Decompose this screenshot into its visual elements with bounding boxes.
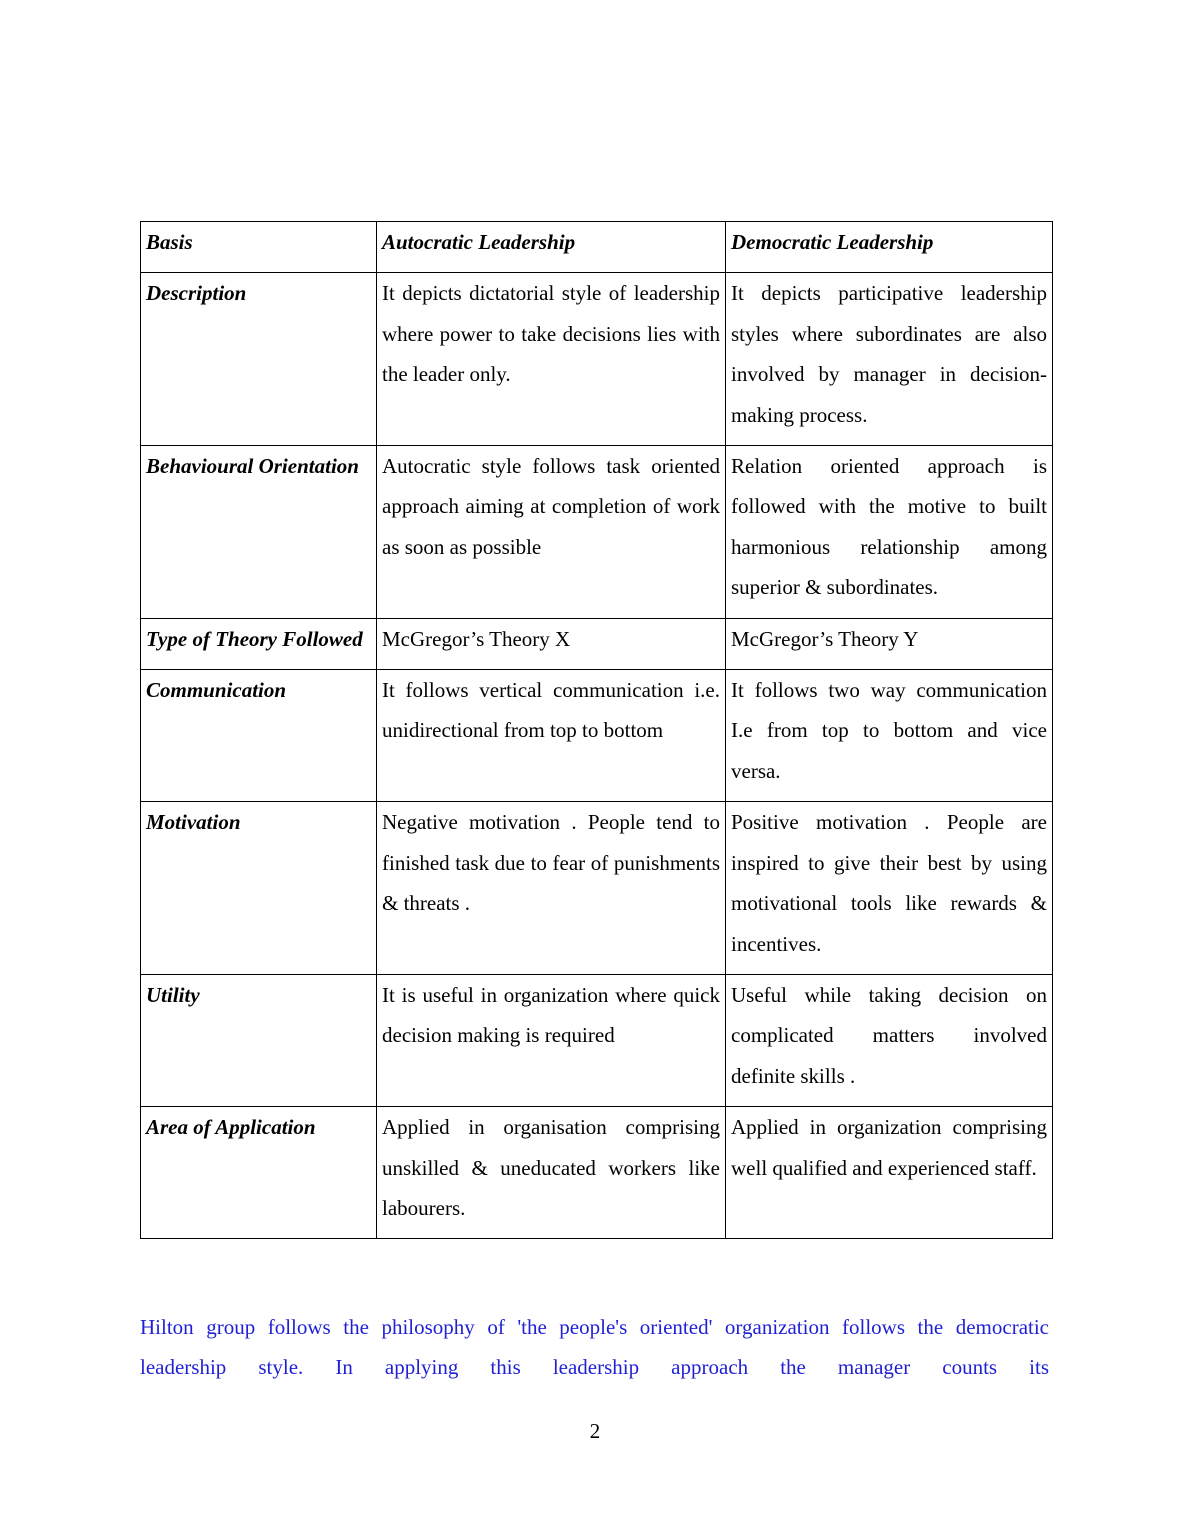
row-democratic-cell: Useful while taking decision on complicated matters involved definite skills . xyxy=(726,974,1053,1106)
row-democratic-cell: It depicts participative leadership styles where subordinates are also involved by manager in decision-making process. xyxy=(726,273,1053,446)
row-autocratic-cell: Autocratic style follows task oriented approach aiming at completion of work as soon as possible xyxy=(377,446,726,619)
table-row xyxy=(141,273,1053,446)
header-democratic: Democratic Leadership xyxy=(726,222,1053,273)
table-row xyxy=(141,802,1053,975)
table-row xyxy=(141,974,1053,1106)
row-basis-label: Type of Theory Followed xyxy=(141,618,377,669)
row-autocratic-cell: Negative motivation . People tend to finished task due to fear of punishments & threats . xyxy=(377,802,726,975)
row-autocratic-cell: It is useful in organization where quick decision making is required xyxy=(377,974,726,1106)
row-autocratic-cell: McGregor’s Theory X xyxy=(377,618,726,669)
row-democratic-cell: Relation oriented approach is followed with the motive to built harmonious relationship among superior & subordinates. xyxy=(726,446,1053,619)
page-number: 2 xyxy=(589,1419,601,1443)
leadership-comparison-table xyxy=(140,221,1053,1239)
table-row xyxy=(141,618,1053,669)
table-row xyxy=(141,670,1053,802)
row-basis-label: Motivation xyxy=(141,802,377,975)
table-header-row xyxy=(141,222,1053,273)
row-basis-label: Description xyxy=(141,273,377,446)
row-basis-label: Area of Application xyxy=(141,1107,377,1239)
table-row xyxy=(141,446,1053,619)
row-democratic-cell: Applied in organization comprising well qualified and experienced staff. xyxy=(726,1107,1053,1239)
row-autocratic-cell: Applied in organisation comprising unskilled & uneducated workers like labourers. xyxy=(377,1107,726,1239)
row-democratic-cell: Positive motivation . People are inspired to give their best by using motivational tools like rewards & incentives. xyxy=(726,802,1053,975)
row-democratic-cell: It follows two way communication I.e from top to bottom and vice versa. xyxy=(726,670,1053,802)
row-autocratic-cell: It follows vertical communication i.e. unidirectional from top to bottom xyxy=(377,670,726,802)
row-basis-label: Utility xyxy=(141,974,377,1106)
body-paragraph: Hilton group follows the philosophy of 'the people's oriented' organization follows the democratic leadership style. In applying this leadership approach the manager counts its xyxy=(140,1315,1049,1380)
table-row xyxy=(141,1107,1053,1239)
row-basis-label: Communication xyxy=(141,670,377,802)
row-autocratic-cell: It depicts dictatorial style of leadership where power to take decisions lies with the leader only. xyxy=(377,273,726,446)
header-autocratic: Autocratic Leadership xyxy=(377,222,726,273)
row-basis-label: Behavioural Orientation xyxy=(141,446,377,619)
row-democratic-cell: McGregor’s Theory Y xyxy=(726,618,1053,669)
header-basis: Basis xyxy=(141,222,377,273)
